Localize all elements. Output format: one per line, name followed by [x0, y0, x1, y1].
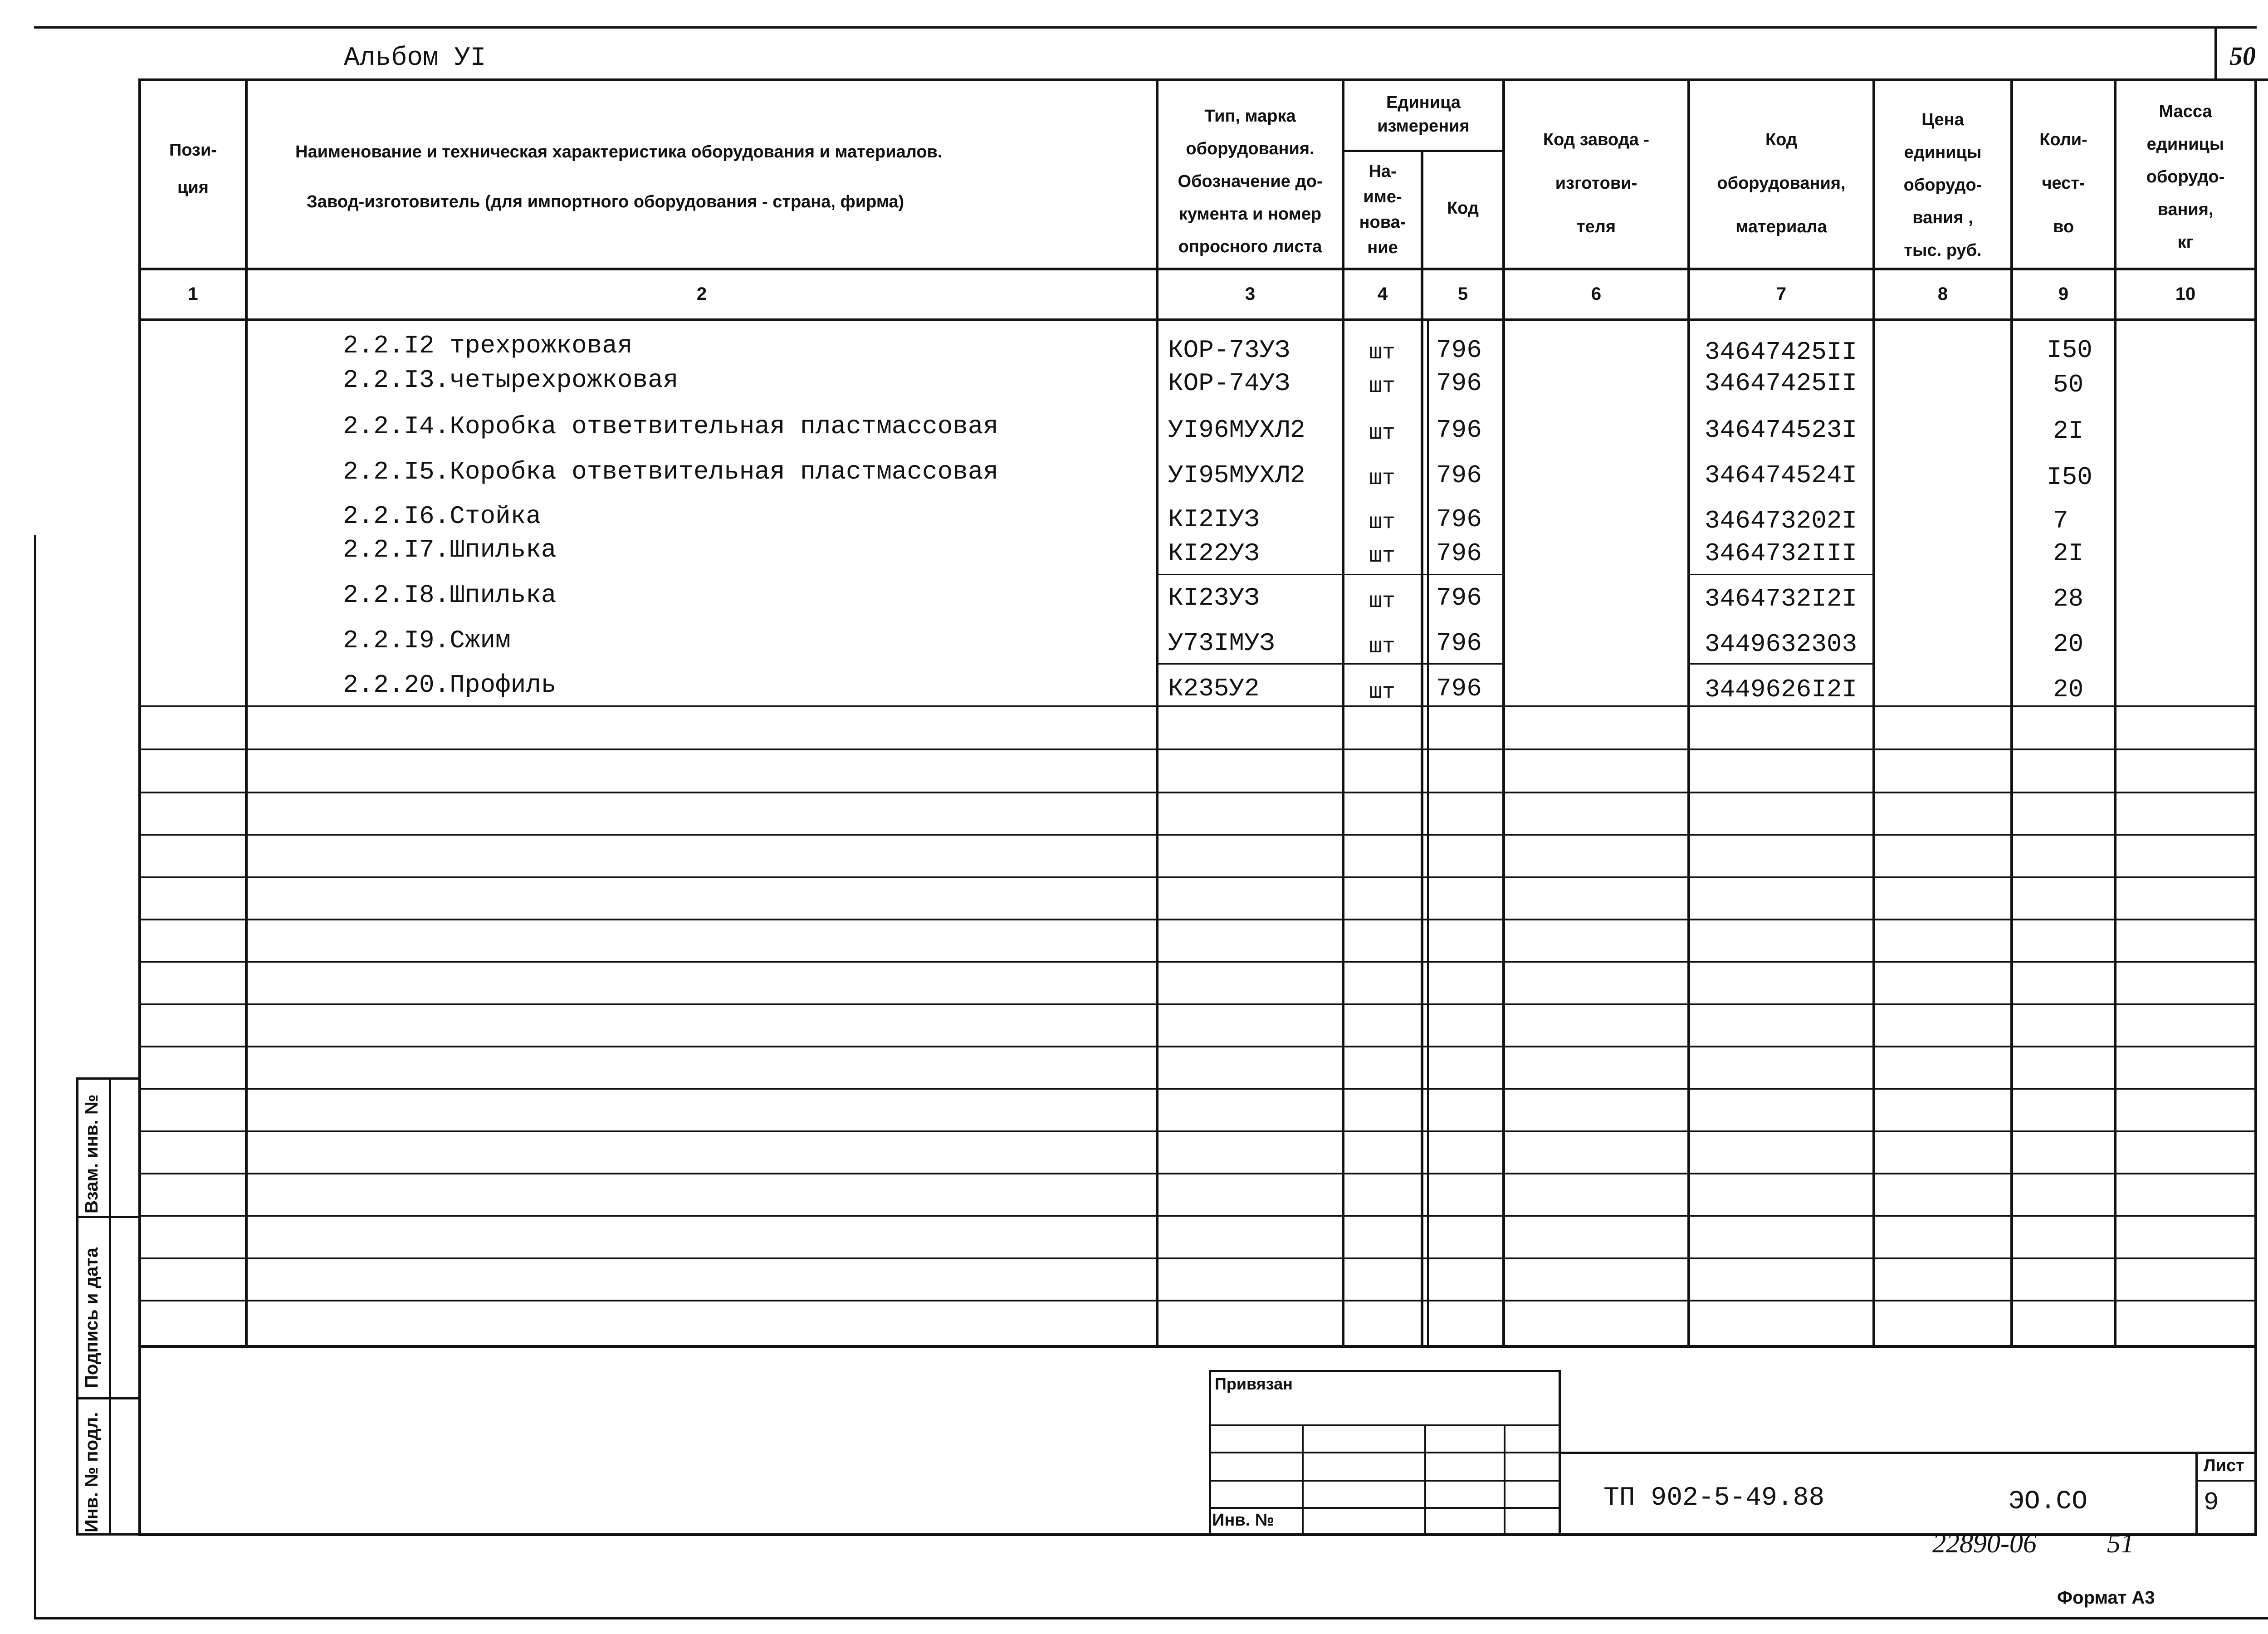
stamp-sheet-no: 9 — [2204, 1488, 2219, 1517]
item-type: КI23УЗ — [1168, 583, 1260, 612]
colnum-bottom-line — [138, 318, 2257, 321]
page-number: 50 — [2229, 41, 2256, 71]
item-unit: шт — [1369, 635, 1395, 659]
format-label: Формат А3 — [2057, 1588, 2155, 1608]
colnum-3: 3 — [1245, 284, 1256, 304]
header-price: Цена единицы оборудо- вания , тыс. руб. — [1903, 110, 1982, 260]
side-label-inv-original: Инв. № подл. — [82, 1412, 102, 1532]
page-bottom-frame-line — [34, 1617, 2268, 1619]
header-type: Тип, марка оборудования. Обозначение до- кумента и номер опросного листа — [1178, 107, 1323, 256]
item-material-code: 34647425II — [1705, 369, 1857, 398]
side-label-signature-date: Подпись и дата — [82, 1248, 102, 1388]
stamp-privyazan: Привязан — [1215, 1375, 1293, 1393]
item-qty: 28 — [2053, 584, 2084, 613]
item-unit-code: 796 — [1436, 674, 1482, 703]
table-top-line — [138, 78, 2268, 81]
item-unit-code: 796 — [1436, 505, 1482, 534]
item-unit: шт — [1369, 374, 1395, 399]
header-bottom-line — [138, 268, 2257, 270]
item-name: 2.2.I3.четырехрожковая — [343, 366, 679, 395]
colnum-5: 5 — [1457, 284, 1468, 304]
item-qty: 20 — [2053, 630, 2084, 659]
item-unit: шт — [1369, 510, 1395, 535]
item-qty: 7 — [2053, 506, 2068, 535]
item-material-code: 3449626I2I — [1705, 675, 1857, 704]
header-unit-code: Код — [1447, 199, 1479, 218]
item-unit-code: 796 — [1436, 461, 1482, 490]
item-unit: шт — [1369, 421, 1395, 445]
colnum-1: 1 — [188, 284, 198, 304]
stamp-sheet-label: Лист — [2204, 1456, 2244, 1475]
item-unit-code: 796 — [1436, 369, 1482, 398]
item-material-code: 3449632303 — [1705, 630, 1857, 659]
album-title: Альбом УI — [344, 44, 486, 73]
item-name: 2.2.I6.Стойка — [343, 502, 541, 531]
item-material-code: 346474523I — [1705, 416, 1857, 445]
colnum-2: 2 — [696, 284, 707, 304]
item-name: 2.2.I4.Коробка ответвительная пластмассовая — [343, 412, 999, 441]
item-material-code: 346473202I — [1705, 506, 1857, 535]
item-unit-code: 796 — [1436, 539, 1482, 568]
item-unit: шт — [1369, 544, 1395, 568]
item-name: 2.2.I2 трехрожковая — [343, 331, 633, 360]
item-qty: 2I — [2053, 416, 2084, 445]
header-name: Наименование и техническая характеристика оборудования и материалов. Завод-изготовитель (для импортного оборудования - страна, фирма) — [295, 142, 943, 211]
item-qty: I50 — [2047, 463, 2092, 492]
item-unit: шт — [1369, 341, 1395, 365]
header-factory-code: Код завода - изготови- теля — [1543, 130, 1650, 236]
item-name: 2.2.I7.Шпилька — [343, 535, 557, 564]
page-left-frame-line — [34, 535, 36, 1619]
item-type: КI2IУЗ — [1168, 505, 1260, 534]
item-unit: шт — [1369, 466, 1395, 491]
colnum-9: 9 — [2058, 284, 2069, 304]
item-material-code: 34647425II — [1705, 338, 1857, 367]
header-position: Пози- ция — [169, 141, 217, 197]
item-qty: 20 — [2053, 675, 2084, 704]
header-mass: Масса единицы оборудо- вания, кг — [2146, 102, 2225, 252]
item-name: 2.2.20.Профиль — [343, 670, 557, 700]
top-border-line — [34, 26, 2257, 29]
item-type: КI22УЗ — [1168, 539, 1260, 568]
item-type: УI96МУХЛ2 — [1168, 416, 1305, 445]
archive-page: 51 — [2107, 1528, 2134, 1558]
header-material-code: Код оборудования, материала — [1717, 130, 1846, 236]
item-unit: шт — [1369, 589, 1395, 614]
table-body-bottom-line — [138, 1345, 2257, 1348]
item-type: К235У2 — [1168, 674, 1260, 703]
item-qty: 50 — [2053, 370, 2084, 399]
header-quantity: Коли- чест- во — [2039, 130, 2087, 236]
item-material-code: 346474524I — [1705, 461, 1857, 490]
item-type: УI95МУХЛ2 — [1168, 461, 1305, 490]
side-label-replace-inv: Взам. инв. № — [82, 1094, 102, 1213]
item-unit-code: 796 — [1436, 336, 1482, 365]
table-right-line — [2254, 78, 2257, 1349]
item-unit-code: 796 — [1436, 416, 1482, 445]
colnum-6: 6 — [1591, 284, 1602, 304]
item-material-code: 3464732I2I — [1705, 584, 1857, 613]
stamp-inv-no: Инв. № — [1212, 1511, 1275, 1530]
item-name: 2.2.I5.Коробка ответвительная пластмассовая — [343, 457, 999, 486]
item-name: 2.2.I8.Шпилька — [343, 581, 557, 610]
item-type: У73IМУЗ — [1168, 629, 1275, 658]
header-unit-group: Единица измерения — [1377, 93, 1470, 136]
stamp-doc-code: ТП 902-5-49.88 — [1603, 1483, 1825, 1513]
stamp-section: ЭО.СО — [2009, 1487, 2088, 1517]
item-name: 2.2.I9.Сжим — [343, 626, 511, 655]
header-unit-name: На- име- нова- ние — [1359, 162, 1406, 257]
item-unit: шт — [1369, 680, 1395, 704]
colnum-8: 8 — [1937, 284, 1948, 304]
item-unit-code: 796 — [1436, 583, 1482, 612]
item-qty: 2I — [2053, 539, 2084, 568]
item-unit-code: 796 — [1436, 629, 1482, 658]
archive-number: 22890-06 — [1932, 1528, 2037, 1558]
item-type: КОР-74УЗ — [1168, 369, 1290, 398]
item-qty: I50 — [2047, 336, 2092, 365]
colnum-7: 7 — [1776, 284, 1787, 304]
item-material-code: 3464732III — [1705, 539, 1857, 568]
colnum-10: 10 — [2175, 284, 2196, 304]
colnum-4: 4 — [1377, 284, 1388, 304]
item-type: КОР-73УЗ — [1168, 336, 1290, 365]
